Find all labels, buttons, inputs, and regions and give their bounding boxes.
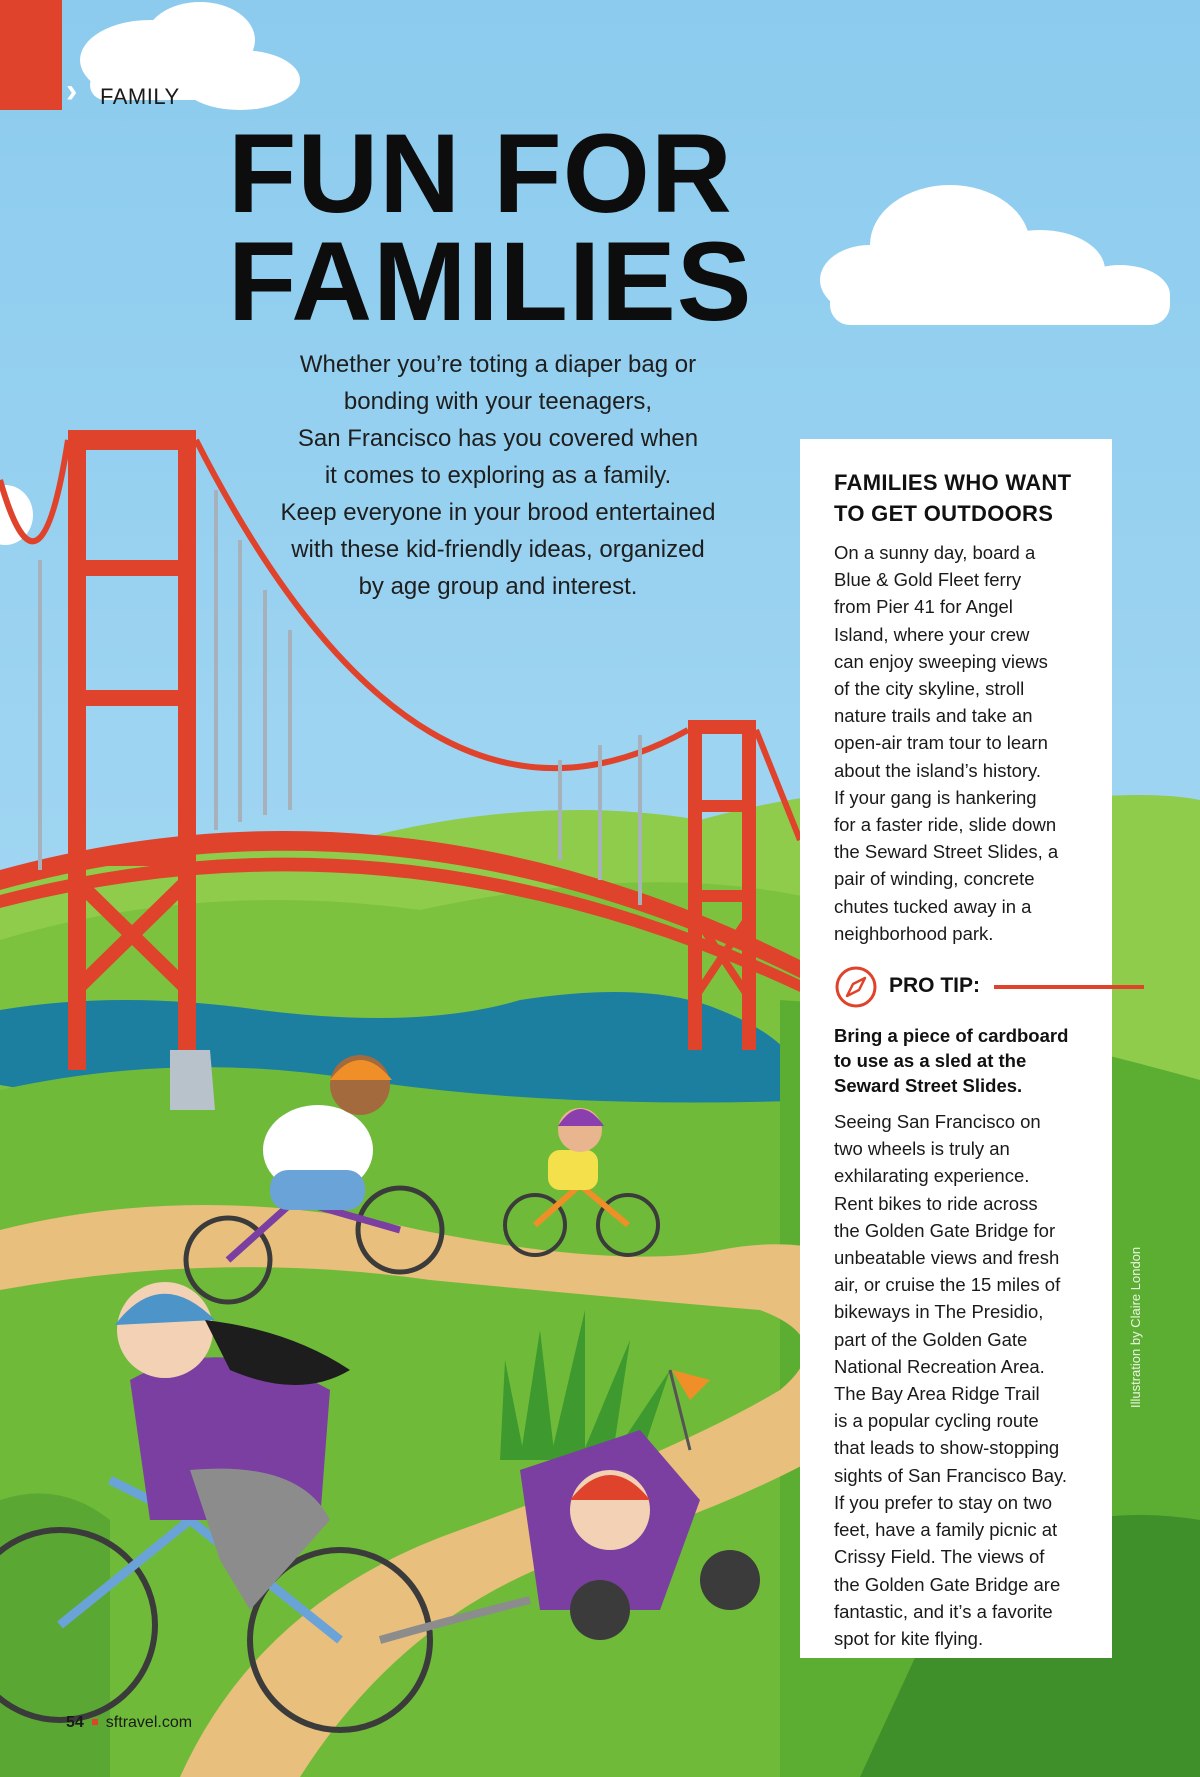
- body-line: If you prefer to stay on two: [834, 1491, 1052, 1513]
- intro-line: bonding with your teenagers,: [343, 388, 653, 415]
- sidebar-panel: [800, 439, 1112, 1658]
- sidebar-title: [834, 467, 1082, 529]
- body-line: of the city skyline, stroll: [834, 678, 1025, 700]
- body-line: for a faster ride, slide down: [834, 814, 1057, 836]
- body-line: the Golden Gate Bridge for: [834, 1219, 1056, 1241]
- intro-line: with these kid-friendly ideas, organized: [291, 536, 705, 563]
- intro-paragraph: [262, 346, 734, 605]
- body-line: sights of San Francisco Bay.: [834, 1464, 1068, 1486]
- page-number: 54: [66, 1714, 84, 1731]
- body-line: is a popular cycling route: [834, 1410, 1039, 1432]
- pro-tip-line: Bring a piece of cardboard: [834, 1025, 1069, 1047]
- intro-line: Whether you’re toting a diaper bag or: [299, 351, 697, 378]
- mid-hills: [0, 1067, 820, 1777]
- bullet-icon: [92, 1719, 98, 1725]
- body-line: feet, have a family picnic at: [834, 1519, 1058, 1541]
- body-line: unbeatable views and fresh: [834, 1247, 1060, 1269]
- body-line: spot for kite flying.: [834, 1627, 984, 1649]
- body-line: chutes tucked away in a: [834, 895, 1032, 917]
- intro-line: Keep everyone in your brood entertained: [280, 499, 716, 526]
- body-line: nature trails and take an: [834, 705, 1033, 727]
- pro-tip-line: to use as a sled at the: [834, 1050, 1027, 1072]
- illustration-credit: Illustration by Claire London: [1128, 1246, 1143, 1408]
- sidebar-title-line: TO GET OUTDOORS: [834, 501, 1054, 526]
- body-line: exhilarating experience.: [834, 1165, 1030, 1187]
- intro-line: by age group and interest.: [358, 573, 638, 600]
- body-line: Seeing San Francisco on: [834, 1111, 1041, 1133]
- headline: [228, 111, 753, 344]
- section-tab: [0, 0, 62, 110]
- body-line: that leads to show-stopping: [834, 1437, 1060, 1459]
- body-line: air, or cruise the 15 miles of: [834, 1274, 1061, 1296]
- sidebar-title-line: FAMILIES WHO WANT: [834, 470, 1072, 495]
- pro-tip-text: [834, 1023, 1082, 1098]
- pro-tip-label: PRO TIP:: [889, 974, 981, 998]
- body-line: The Bay Area Ridge Trail: [834, 1383, 1040, 1405]
- body-line: two wheels is truly an: [834, 1138, 1010, 1160]
- compass-icon: [834, 965, 878, 1009]
- sidebar-body-1: [834, 539, 1082, 947]
- pro-tip-line: Seward Street Slides.: [834, 1075, 1023, 1097]
- pro-tip-rule: [994, 985, 1144, 989]
- body-line: open-air tram tour to learn: [834, 732, 1048, 754]
- body-line: Blue & Gold Fleet ferry: [834, 569, 1022, 591]
- body-line: from Pier 41 for Angel: [834, 596, 1013, 618]
- chevron-right-icon: ›: [66, 72, 78, 110]
- body-line: National Recreation Area.: [834, 1355, 1045, 1377]
- sidebar-body-2: [834, 1108, 1082, 1652]
- pro-tip-header: [834, 965, 1082, 1009]
- body-line: the Golden Gate Bridge are: [834, 1573, 1061, 1595]
- intro-line: San Francisco has you covered when: [297, 425, 699, 452]
- body-line: about the island’s history.: [834, 759, 1042, 781]
- body-line: bikeways in The Presidio,: [834, 1301, 1044, 1323]
- section-label: FAMILY: [100, 84, 180, 109]
- body-line: pair of winding, concrete: [834, 868, 1035, 890]
- body-line: On a sunny day, board a: [834, 542, 1036, 563]
- body-line: neighborhood park.: [834, 922, 994, 944]
- body-line: fantastic, and it’s a favorite: [834, 1600, 1053, 1622]
- intro-line: it comes to exploring as a family.: [324, 462, 672, 489]
- body-line: the Seward Street Slides, a: [834, 841, 1059, 863]
- headline-line-1: FUN FOR: [228, 111, 733, 236]
- body-line: Rent bikes to ride across: [834, 1192, 1038, 1214]
- headline-line-2: FAMILIES: [228, 219, 753, 344]
- body-line: If your gang is hankering: [834, 786, 1037, 808]
- body-line: Crissy Field. The views of: [834, 1546, 1045, 1568]
- site-link[interactable]: sftravel.com: [105, 1714, 193, 1731]
- page-folio: [66, 1714, 192, 1732]
- body-line: can enjoy sweeping views: [834, 650, 1048, 672]
- body-line: part of the Golden Gate: [834, 1328, 1028, 1350]
- body-line: Island, where your crew: [834, 623, 1030, 645]
